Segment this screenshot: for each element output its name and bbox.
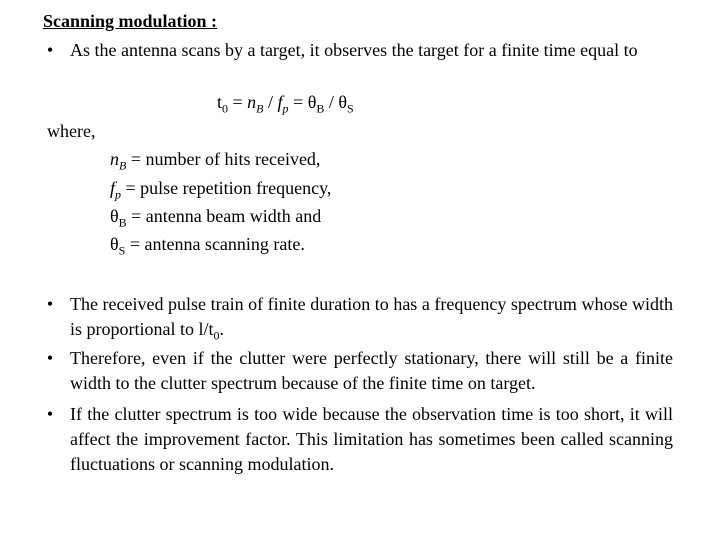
bullet-text-sub: 0 [213, 328, 220, 343]
formula-f-sub: p [282, 101, 289, 116]
bullet-spectrum [30, 292, 673, 349]
formula-slash1: / [263, 92, 278, 112]
formula-n: n [247, 92, 257, 112]
def-text: = pulse repetition frequency, [121, 178, 332, 198]
bullet-stationary [30, 346, 673, 396]
definition-nb [110, 148, 320, 177]
formula-theta1-sub: B [316, 101, 325, 116]
def-symbol: n [110, 149, 119, 169]
formula-theta2-sub: S [346, 101, 354, 116]
bullet-text [70, 292, 673, 349]
def-symbol: θ [110, 234, 119, 254]
def-sub: p [115, 187, 122, 202]
formula-n-sub: B [256, 101, 264, 116]
definition-fp [110, 177, 331, 206]
formula-theta2: θ [338, 92, 347, 112]
definition-theta-b [110, 205, 321, 234]
bullet-icon: • [46, 348, 54, 368]
slide-title: Scanning modulation : [43, 11, 218, 31]
bullet-limitation [30, 402, 673, 477]
bullet-intro [30, 38, 673, 63]
formula-t-sub: 0 [222, 101, 229, 116]
def-symbol: θ [110, 206, 119, 226]
where-label: where, [47, 121, 96, 141]
def-text: = antenna beam width and [126, 206, 322, 226]
def-sub: B [119, 158, 127, 173]
bullet-text: Therefore, even if the clutter were perfectly stationary, there will still be a finite width to the clutter spectrum because of the finite time on target. [70, 348, 673, 393]
bullet-text-end: . [219, 319, 224, 339]
formula-eq1: = [228, 92, 248, 112]
formula-eq2: = [288, 92, 308, 112]
formula-f: f [277, 92, 283, 112]
bullet-icon: • [46, 404, 54, 424]
def-sub: S [118, 243, 126, 258]
bullet-icon: • [46, 294, 54, 314]
bullet-icon: • [46, 40, 54, 60]
def-text: = number of hits received, [126, 149, 321, 169]
bullet-text-main: The received pulse train of finite duration to has a frequency spectrum whose width is proportional to l/t [70, 294, 673, 339]
def-text: = antenna scanning rate. [125, 234, 305, 254]
formula-slash2: / [324, 92, 339, 112]
formula [217, 91, 354, 120]
def-symbol: f [110, 178, 116, 198]
bullet-text: As the antenna scans by a target, it observes the target for a finite time equal to [70, 40, 638, 60]
definition-theta-s [110, 233, 305, 262]
def-sub: B [118, 215, 127, 230]
bullet-text: If the clutter spectrum is too wide because the observation time is too short, it will affect the improvement factor. This limitation has sometimes been called scanning fluctuations or scanning modulation. [70, 404, 673, 474]
formula-t: t [217, 92, 223, 112]
formula-theta1: θ [307, 92, 317, 112]
